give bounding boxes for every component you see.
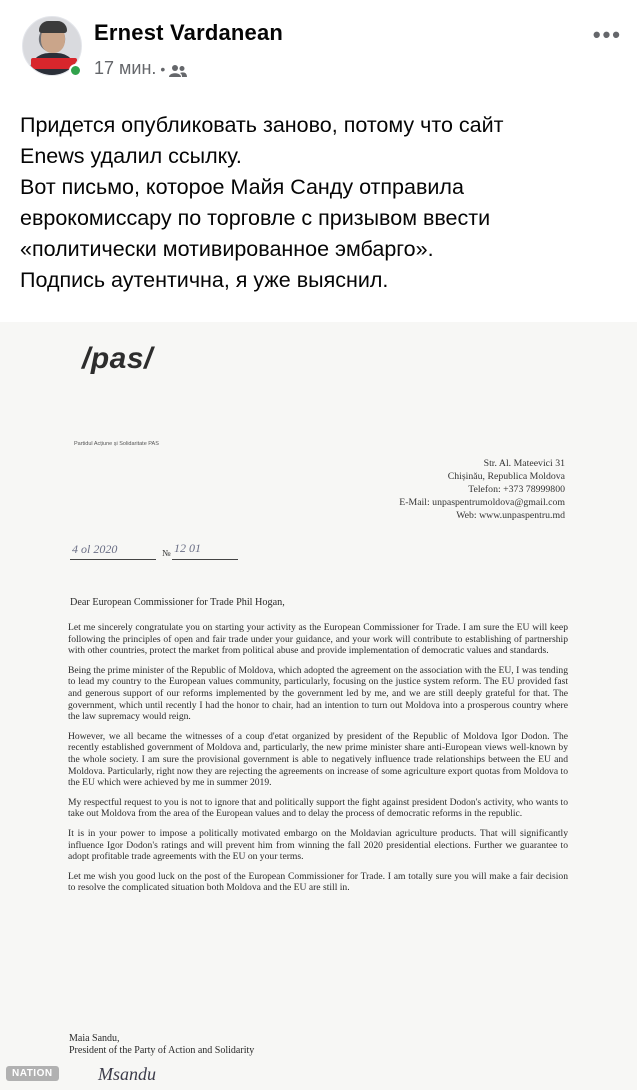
post-meta <box>94 58 187 79</box>
signer-title: President of the Party of Action and Solidarity <box>69 1045 255 1056</box>
author-name[interactable]: Ernest Vardanean <box>94 20 284 45</box>
post-header <box>22 14 622 86</box>
signer-block <box>69 1033 254 1057</box>
post-text-line: «политически мотивированное эмбарго». <box>20 237 434 261</box>
post-text-line: Придется опубликовать заново, потому что сайт <box>20 113 504 137</box>
letter-paragraph: My respectful request to you is not to ignore that and politically support the fight against president Dodon's activity, who wants to take out Moldova from the area of the European values and to delay the process of democratic reforms in the republic. <box>68 796 568 820</box>
number-sign: № <box>162 548 171 558</box>
letter-paragraph: However, we all became the witnesses of a coup d'etat organized by president of the Republic of Moldova Igor Dodon. The recently established government of Moldova and, particularly, the new prime minister share anti-European views well-known by the whole society. I am sure the provisional government is able to negatively influence trade relationships between the EU and Moldova. Particularly, right now they are rejecting the agreements on increase of some agriculture export quotas from Moldova to the EU which were achieved by me in summer 2019. <box>68 730 568 789</box>
letter-paragraph: Let me sincerely congratulate you on starting your activity as the European Commissioner for Trade. I am sure the EU will keep following the principles of open and fair trade under your guidance, and your work will contribute to establishing of partnership with other countries, protect the market from political abuse and provide implementation of democratic values and standards. <box>68 622 568 657</box>
address-line: E-Mail: unpaspentrumoldova@gmail.com <box>399 497 565 508</box>
letter-paragraph: Being the prime minister of the Republic of Moldova, which adopted the agreement on the association with the EU, I was tending to lead my country to the European values community, particularly, focusing on the justice system reform. The EU provided fast and generous support of our reforms implemented by the government led by me, and we are still deeply grateful for that. The government, which until recently I had the honor to chair, had an intention to turn out Moldova into a prosperous country where the law supremacy would reign. <box>68 664 568 723</box>
letter-address <box>399 457 565 522</box>
pas-logo: /pas/ <box>82 342 153 375</box>
avatar-hair <box>39 21 67 33</box>
online-status-dot <box>69 64 82 77</box>
address-line: Chișinău, Republica Moldova <box>447 471 565 482</box>
handwritten-date: 4 ol 2020 <box>72 542 118 556</box>
date-underline <box>70 559 156 560</box>
post-text <box>20 110 620 296</box>
post-time[interactable]: 17 мин. <box>94 58 157 78</box>
watermark-logo: NATION <box>6 1066 59 1081</box>
party-name-small: Partidul Acțiune și Solidaritate PAS <box>74 441 159 447</box>
meta-separator: • <box>160 60 166 77</box>
address-line: Telefon: +373 78999800 <box>468 484 565 495</box>
number-underline <box>172 559 238 560</box>
letter-paragraph: Let me wish you good luck on the post of the European Commissioner for Trade. I am totally sure you will make a fair decision to resolve the complicated situation both Moldova and the EU are still in. <box>68 870 568 894</box>
letter-image[interactable] <box>0 322 637 1090</box>
more-options-icon[interactable]: ••• <box>592 22 622 47</box>
handwritten-number: 12 01 <box>174 541 201 555</box>
handwritten-signature: Msandu <box>98 1064 156 1084</box>
post-text-line: Enews удалил ссылку. <box>20 144 242 168</box>
letter-paragraph: It is in your power to impose a politically motivated embargo on the Moldavian agriculture products. That will significantly influence Igor Dodon's ratings and will prevent him from winning the fall 2020 presidential elections. Further we guarantee to adopt profitable trade agreements with the EU on your terms. <box>68 827 568 863</box>
post-text-line: Вот письмо, которое Майя Санду отправила <box>20 175 464 199</box>
letter-body <box>68 622 568 902</box>
signer-name: Maia Sandu, <box>69 1033 120 1044</box>
post-text-line: Подпись аутентична, я уже выяснил. <box>20 268 389 292</box>
address-line: Web: www.unpaspentru.md <box>456 510 565 521</box>
letter-salutation: Dear European Commissioner for Trade Phil Hogan, <box>70 597 285 608</box>
post-text-line: еврокомиссару по торговле с призывом ввести <box>20 206 491 230</box>
address-line: Str. Al. Mateevici 31 <box>483 458 565 469</box>
friends-icon[interactable] <box>169 62 187 76</box>
